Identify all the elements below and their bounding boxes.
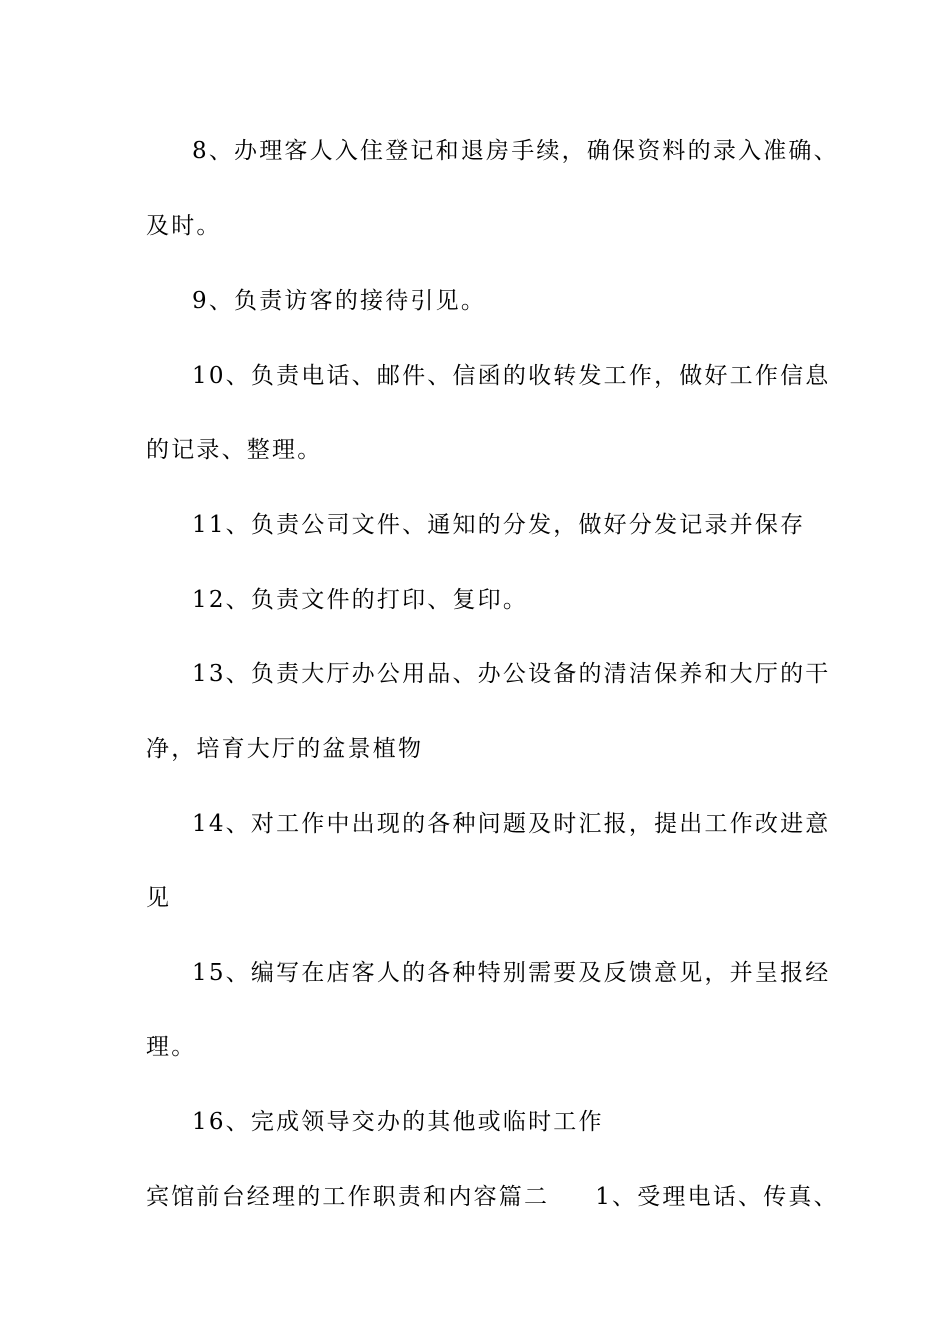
paragraph-line: 净，培育大厅的盆景植物 [146, 736, 424, 762]
paragraph-line: 的记录、整理。 [146, 437, 323, 463]
paragraph-line: 8、办理客人入住登记和退房手续，确保资料的录入准确、 [192, 138, 839, 164]
section-heading: 宾馆前台经理的工作职责和内容篇二 [146, 1184, 550, 1210]
paragraph-line: 12、负责文件的打印、复印。 [192, 587, 529, 613]
paragraph-line: 11、负责公司文件、通知的分发，做好分发记录并保存 [192, 512, 806, 538]
paragraph-line: 16、完成领导交办的其他或临时工作 [192, 1109, 604, 1135]
paragraph-line: 14、对工作中出现的各种问题及时汇报，提出工作改进意 [192, 811, 831, 837]
paragraph-line: 见 [146, 885, 172, 911]
paragraph-line: 理。 [146, 1034, 197, 1060]
paragraph-line: 9、负责访客的接待引见。 [192, 288, 487, 314]
paragraph-line: 13、负责大厅办公用品、办公设备的清洁保养和大厅的干 [192, 661, 831, 687]
paragraph-line: 15、编写在店客人的各种特别需要及反馈意见，并呈报经 [192, 960, 831, 986]
paragraph-line: 10、负责电话、邮件、信函的收转发工作，做好工作信息 [192, 363, 831, 389]
list-item-start: 1、受理电话、传真、 [595, 1184, 839, 1210]
section-heading-line [146, 1182, 839, 1212]
paragraph-line: 及时。 [146, 213, 222, 239]
